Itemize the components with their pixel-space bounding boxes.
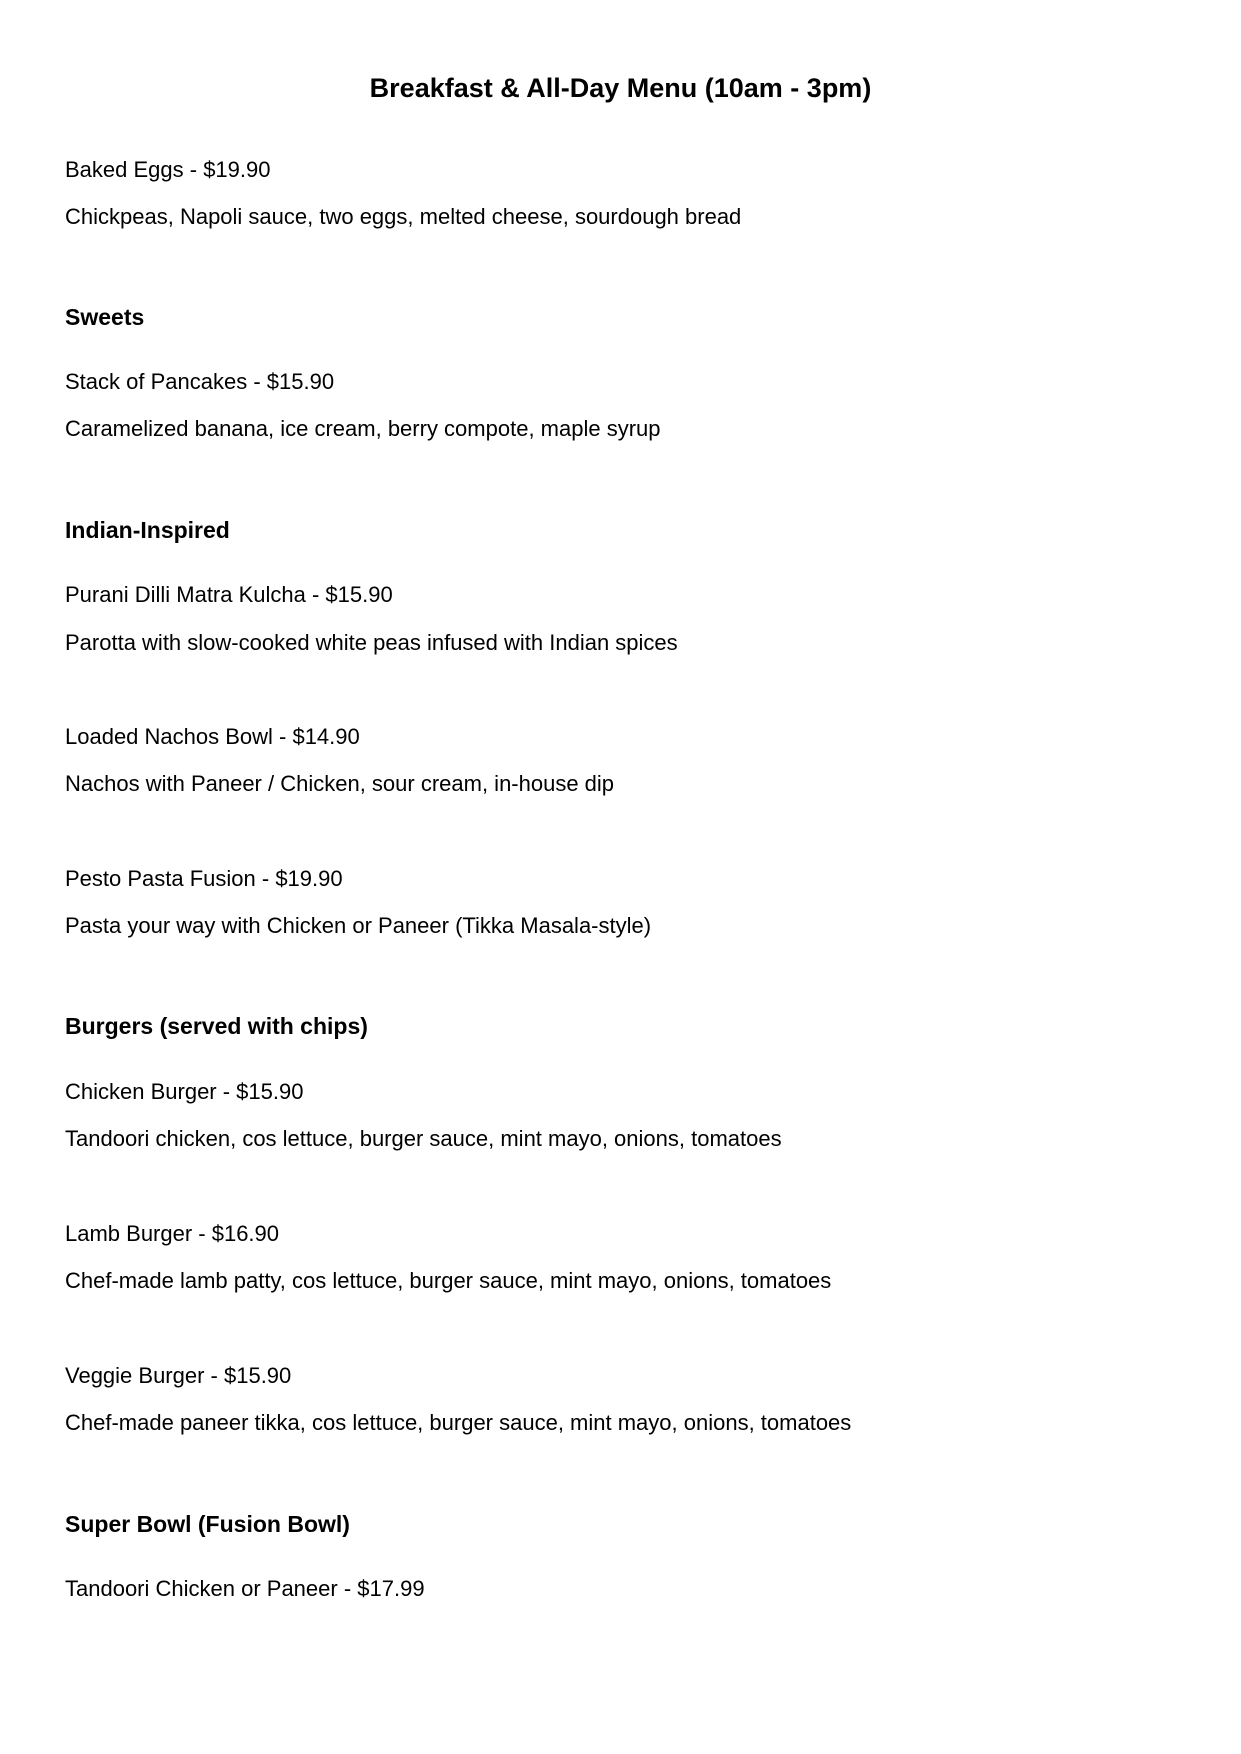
item-nachos-description: Nachos with Paneer / Chicken, sour cream, in-house dip	[65, 771, 615, 796]
item-baked-eggs: Baked Eggs - $19.90	[65, 157, 271, 182]
item-lamb-burger: Lamb Burger - $16.90	[65, 1221, 280, 1246]
item-baked-eggs-description: Chickpeas, Napoli sauce, two eggs, melted cheese, sourdough bread	[65, 204, 742, 229]
item-kulcha: Purani Dilli Matra Kulcha - $15.90	[65, 582, 393, 607]
item-super-bowl: Tandoori Chicken or Paneer - $17.99	[65, 1576, 425, 1601]
item-veggie-burger-description: Chef-made paneer tikka, cos lettuce, burger sauce, mint mayo, onions, tomatoes	[65, 1410, 852, 1435]
item-pesto-pasta-description: Pasta your way with Chicken or Paneer (Tikka Masala-style)	[65, 913, 652, 938]
item-nachos: Loaded Nachos Bowl - $14.90	[65, 724, 360, 749]
page-title: Breakfast & All-Day Menu (10am - 3pm)	[369, 73, 872, 103]
section-heading-indian-inspired: Indian-Inspired	[65, 517, 230, 543]
section-heading-super-bowl: Super Bowl (Fusion Bowl)	[65, 1511, 350, 1537]
section-heading-sweets: Sweets	[65, 304, 145, 330]
item-chicken-burger-description: Tandoori chicken, cos lettuce, burger sauce, mint mayo, onions, tomatoes	[65, 1126, 782, 1151]
item-pancakes: Stack of Pancakes - $15.90	[65, 369, 335, 394]
item-kulcha-description: Parotta with slow-cooked white peas infused with Indian spices	[65, 630, 678, 655]
item-pancakes-description: Caramelized banana, ice cream, berry compote, maple syrup	[65, 416, 661, 441]
section-heading-burgers: Burgers (served with chips)	[65, 1013, 368, 1039]
item-lamb-burger-description: Chef-made lamb patty, cos lettuce, burger sauce, mint mayo, onions, tomatoes	[65, 1268, 832, 1293]
item-veggie-burger: Veggie Burger - $15.90	[65, 1363, 292, 1388]
item-chicken-burger: Chicken Burger - $15.90	[65, 1079, 304, 1104]
item-pesto-pasta: Pesto Pasta Fusion - $19.90	[65, 866, 343, 891]
